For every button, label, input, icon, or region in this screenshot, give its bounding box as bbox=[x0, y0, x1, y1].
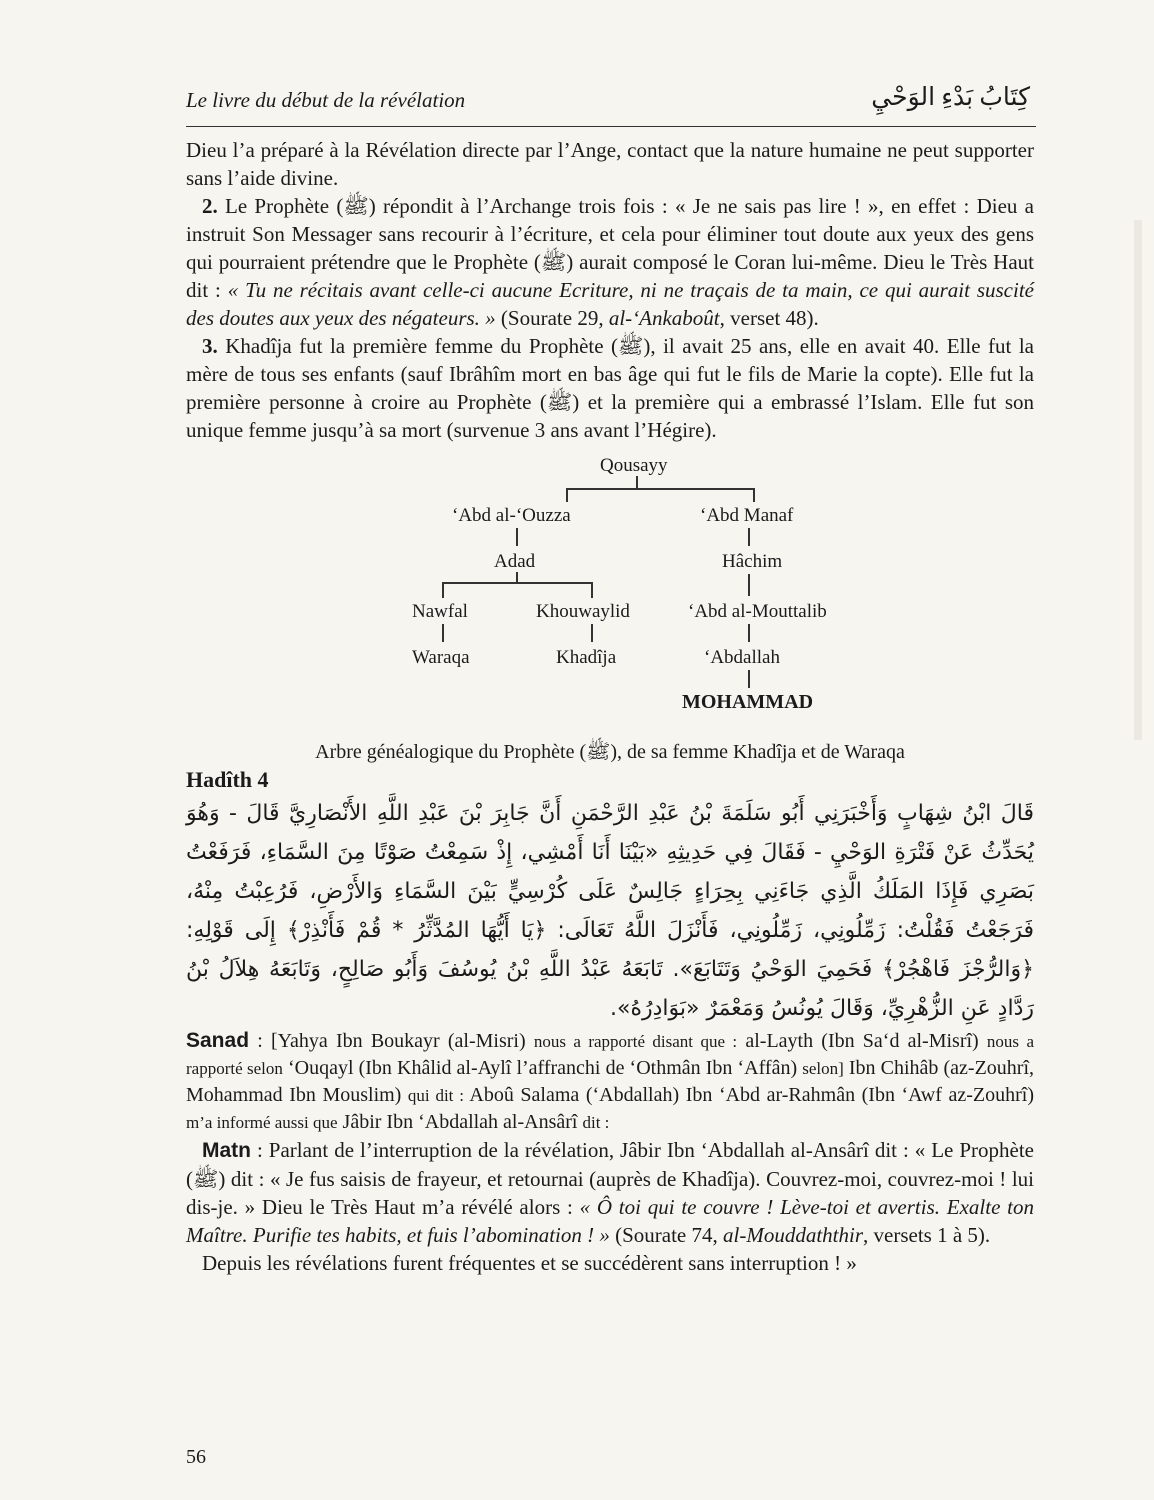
matn-last-line: Depuis les révélations furent fréquentes et se succédèrent sans interruption ! » bbox=[202, 1251, 857, 1275]
note-2-text-a: Le Prophète (ﷺ) répondit à l’Archange trois fois : « Je ne sais pas lire ! », en effet : Dieu a instruit Son Messager sans recourir à l’écriture, et cela pour éliminer tout doute aux yeux des gens qui pourraient prétendre que le Prophète (ﷺ) aurait composé le Coran lui-même. Dieu le Très Haut dit : bbox=[186, 194, 1034, 302]
matn-paragraph bbox=[186, 1136, 1034, 1249]
tree-caption: Arbre généalogique du Prophète (ﷺ), de sa femme Khadîja et de Waraqa bbox=[315, 741, 905, 763]
sanad-connector: qui dit : bbox=[407, 1086, 464, 1105]
sanad-connector: selon] bbox=[802, 1059, 844, 1078]
tree-line bbox=[442, 624, 444, 642]
note-2-quote: « Tu ne récitais avant celle-ci aucune Ecriture, ni ne traçais de ta main, ce qui aurait suscité des doutes aux yeux des négateurs. » bbox=[186, 278, 1034, 330]
page-number: 56 bbox=[186, 1446, 206, 1468]
tree-line bbox=[566, 488, 754, 490]
tree-name-qousayy: Qousayy bbox=[600, 455, 668, 476]
tree-name-khadija: Khadîja bbox=[556, 647, 617, 668]
sanad-paragraph bbox=[186, 1028, 1034, 1136]
sanad-connector: dit : bbox=[582, 1113, 610, 1132]
header-title-arabic: كِتَابُ بَدْءِ الوَحْيِ bbox=[871, 84, 1030, 111]
note-2-text-c: , verset 48). bbox=[719, 306, 819, 330]
sanad-connector: m’a informé aussi que bbox=[186, 1113, 338, 1132]
sanad-text: : [Yahya Ibn Boukayr (al-Misri) bbox=[249, 1030, 534, 1052]
tree-line bbox=[591, 582, 593, 598]
tree-name-nawfal: Nawfal bbox=[412, 601, 468, 622]
matn-surah: al-Mouddaththir bbox=[723, 1223, 864, 1247]
sanad-text: al-Layth (Ibn Sa‘d al-Misrî) bbox=[737, 1030, 987, 1052]
matn-text: , versets 1 à 5). bbox=[863, 1223, 991, 1247]
tree-line bbox=[636, 476, 638, 488]
matn-quote: « Ô toi qui te couvre ! Lève-toi et avertis. Exalte ton Maître. Purifie tes habits, et fuis l’abomination ! » bbox=[186, 1195, 1034, 1247]
sanad-connector: nous a rapporté disant que : bbox=[533, 1032, 738, 1051]
running-header bbox=[186, 76, 1036, 127]
tree-line bbox=[442, 582, 592, 584]
sanad-text: Ibn Chihâb (az-Zouhrî, Mohammad Ibn Mouslim) bbox=[186, 1057, 1034, 1106]
paragraph-intro: Dieu l’a préparé à la Révélation directe par l’Ange, contact que la nature humaine ne peut supporter sans l’aide divine. bbox=[186, 138, 1034, 190]
note-2-surah: al-‘Ankaboût bbox=[608, 306, 720, 330]
genealogy-tree bbox=[186, 448, 1034, 738]
header-title-french: Le livre du début de la révélation bbox=[186, 88, 466, 112]
note-3-text: Khadîja fut la première femme du Prophète (ﷺ), il avait 25 ans, elle en avait 40. Elle fut la mère de tous ses enfants (sauf Ibrâhîm mort en bas âge qui fut le fils de Marie la copte). Elle fut la première personne à croire au Prophète (ﷺ) et la première qui a embrassé l’Islam. Elle fut son unique femme jusqu’à sa mort (survenue 3 ans avant l’Hégire). bbox=[186, 334, 1035, 442]
tree-name-hachim: Hâchim bbox=[722, 551, 783, 572]
note-number-3: 3. bbox=[202, 334, 218, 358]
page-edge-shadow bbox=[1134, 220, 1142, 740]
tree-name-abdallah: ‘Abdallah bbox=[704, 647, 780, 668]
hadith-title: Hadîth 4 bbox=[186, 767, 269, 792]
tree-name-mohammad: MOHAMMAD bbox=[682, 691, 814, 713]
matn-text: : Parlant de l’interruption de la révélation, Jâbir Ibn ‘Abdallah al-Ansârî dit : « Le Prophète (ﷺ) dit : « Je fus saisis de frayeur, et retournai (auprès de Khadîja). Couvrez-moi, couvrez-moi ! lui dis-je. » Dieu le Très Haut m’a révélé alors : bbox=[186, 1138, 1034, 1219]
page-body bbox=[186, 136, 1034, 1277]
tree-name-abd-manaf: ‘Abd Manaf bbox=[700, 505, 794, 526]
sanad-text: ‘Ouqayl (Ibn Khâlid al-Aylî l’affranchi de ‘Othmân Ibn ‘Affân) bbox=[282, 1057, 803, 1079]
hadith-arabic-text: قَالَ ابْنُ شِهَابٍ وَأَخْبَرَنِي أَبُو سَلَمَةَ بْنُ عَبْدِ الرَّحْمَنِ أَنَّ جَابِرَ بْنَ عَبْدِ اللَّهِ الأَنْصَارِيَّ قَالَ - وَهُوَ يُحَدِّثُ عَنْ فَتْرَةِ الوَحْيِ - فَقَالَ فِي حَدِيثِهِ «بَيْنَا أَنَا أَمْشِي، إِذْ سَمِعْتُ صَوْتًا مِنَ السَّمَاءِ، فَرَفَعْتُ بَصَرِي فَإِذَا المَلَكُ الَّذِي جَاءَنِي بِحِرَاءٍ جَالِسٌ عَلَى كُرْسِيٍّ بَيْنَ السَّمَاءِ وَالأَرْضِ، فَرُعِبْتُ مِنْهُ، فَرَجَعْتُ فَقُلْتُ: زَمِّلُونِي، زَمِّلُونِي، فَأَنْزَلَ اللَّهُ تَعَالَى: ﴿يَا أَيُّهَا المُدَّثِّرُ * قُمْ فَأَنْذِرْ﴾ إِلَى قَوْلِهِ: ﴿وَالرُّجْزَ فَاهْجُرْ﴾ فَحَمِيَ الوَحْيُ وَتَتَابَعَ». تَابَعَهُ عَبْدُ اللَّهِ بْنُ يُوسُفَ وَأَبُو صَالِحٍ، وَتَابَعَهُ هِلاَلُ بْنُ رَدَّادٍ عَنِ الزُّهْرِيِّ، وَقَالَ يُونُسُ وَمَعْمَرٌ «بَوَادِرُهُ». bbox=[186, 801, 1034, 1021]
tree-line bbox=[748, 624, 750, 642]
tree-line bbox=[591, 624, 593, 642]
sanad-text: Jâbir Ibn ‘Abdallah al-Ansârî bbox=[337, 1111, 583, 1133]
tree-name-adad: Adad bbox=[494, 551, 536, 572]
tree-line bbox=[748, 528, 750, 546]
tree-line bbox=[516, 528, 518, 546]
tree-name-waraqa: Waraqa bbox=[412, 647, 470, 668]
tree-line bbox=[753, 488, 755, 502]
tree-line bbox=[516, 572, 518, 582]
matn-text: (Sourate 74, bbox=[609, 1223, 724, 1247]
note-number-2: 2. bbox=[202, 194, 218, 218]
tree-name-khouwaylid: Khouwaylid bbox=[536, 601, 630, 622]
tree-line bbox=[566, 488, 568, 502]
tree-line bbox=[748, 670, 750, 688]
paragraph-note-3 bbox=[186, 332, 1034, 444]
tree-name-abd-mouttalib: ‘Abd al-Mouttalib bbox=[688, 601, 827, 622]
tree-line bbox=[748, 574, 750, 596]
sanad-label: Sanad bbox=[186, 1029, 250, 1052]
sanad-text: Aboû Salama (‘Abdallah) Ibn ‘Abd ar-Rahmân (Ibn ‘Awf az-Zouhrî) bbox=[463, 1084, 1034, 1106]
matn-label: Matn bbox=[202, 1139, 251, 1162]
note-2-text-b: (Sourate 29, bbox=[495, 306, 609, 330]
tree-name-abd-ouzza: ‘Abd al-‘Ouzza bbox=[452, 505, 571, 526]
sanad-connector: nous a rapporté selon bbox=[186, 1032, 1034, 1078]
paragraph-note-2 bbox=[186, 192, 1034, 332]
tree-line bbox=[442, 582, 444, 598]
